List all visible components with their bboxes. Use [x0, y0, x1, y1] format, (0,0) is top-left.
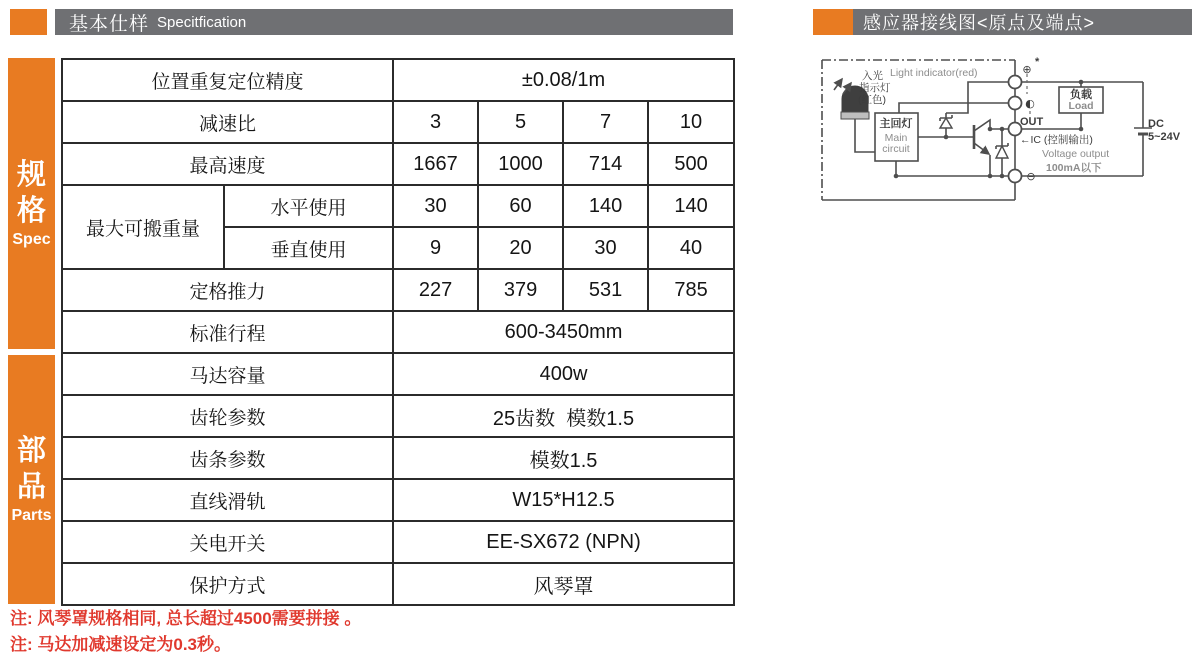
row-label: 位置重复定位精度 [62, 59, 393, 101]
load-label-en: Load [1068, 100, 1094, 112]
sidebar-spec-en: Spec [12, 230, 51, 248]
table-row [62, 59, 734, 101]
cell-value: 379 [478, 269, 563, 311]
sidebar-parts-cn: 部品 [16, 435, 46, 503]
row-label: 齿轮参数 [62, 395, 393, 437]
section-title-cn: 基本仕样 [69, 13, 150, 35]
row-label: 保护方式 [62, 563, 393, 605]
sidebar-spec-cn: 规格 [16, 159, 46, 227]
row-value: W15*H12.5 [393, 479, 734, 521]
row-label: 标准行程 [62, 311, 393, 353]
row-value: 400w [393, 353, 734, 395]
cell-value: 1000 [478, 143, 563, 185]
section-header-spec [55, 9, 733, 35]
cell-value: 40 [648, 227, 734, 269]
voltage-output-label: Voltage output [1042, 148, 1110, 160]
asterisk-mark: * [1035, 56, 1040, 68]
cell-value: 60 [478, 185, 563, 227]
row-label: 最高速度 [62, 143, 393, 185]
l-terminal-mark: ◐ [1025, 97, 1035, 110]
cell-value: 7 [563, 101, 648, 143]
minus-terminal-mark: ⊖ [1026, 170, 1036, 183]
led-label-cn2: 指示灯 [859, 82, 891, 94]
cell-value: 20 [478, 227, 563, 269]
row-sublabel: 垂直使用 [224, 227, 393, 269]
sidebar-parts [8, 355, 55, 604]
cell-value: 531 [563, 269, 648, 311]
row-value: 25齿数 模数1.5 [393, 395, 734, 437]
sensor-wiring-diagram [812, 48, 1200, 210]
table-row [62, 269, 734, 311]
row-label: 齿条参数 [62, 437, 393, 479]
table-row [62, 101, 734, 143]
spec-table [61, 58, 735, 606]
dc-label-1: DC [1148, 118, 1164, 130]
plus-terminal-mark: ⊕ [1022, 63, 1032, 76]
cell-value: 10 [648, 101, 734, 143]
section-title-en: Specitfication [157, 13, 247, 31]
row-label: 直线滑轨 [62, 479, 393, 521]
footnote-1: 注: 风琴罩规格相同, 总长超过4500需要拼接 。 [10, 609, 362, 628]
table-row [62, 521, 734, 563]
dc-label-2: 5~24V [1148, 131, 1181, 143]
current-limit-label: 100mA以下 [1046, 162, 1102, 174]
load-box [1059, 87, 1103, 113]
led-label-cn1: 入光 [862, 70, 883, 82]
cell-value: 140 [563, 185, 648, 227]
table-row [62, 437, 734, 479]
light-indicator-label: Light indicator(red) [890, 67, 978, 79]
cell-value: 785 [648, 269, 734, 311]
cell-value: 500 [648, 143, 734, 185]
table-row [62, 143, 734, 185]
row-value: 风琴罩 [393, 563, 734, 605]
cell-value: 9 [393, 227, 478, 269]
row-label: 关电开关 [62, 521, 393, 563]
table-row [62, 395, 734, 437]
cell-value: 3 [393, 101, 478, 143]
row-value: EE-SX672 (NPN) [393, 521, 734, 563]
row-value: 600-3450mm [393, 311, 734, 353]
row-label: 马达容量 [62, 353, 393, 395]
orange-accent-square-right [813, 9, 853, 35]
row-value: 模数1.5 [393, 437, 734, 479]
orange-accent-square-left [10, 9, 47, 35]
sidebar-parts-en: Parts [11, 506, 52, 524]
main-circuit-label-en1: Main [884, 132, 908, 144]
row-label-payload: 最大可搬重量 [62, 185, 224, 269]
table-row [62, 479, 734, 521]
cell-value: 714 [563, 143, 648, 185]
cell-value: 5 [478, 101, 563, 143]
cell-value: 30 [563, 227, 648, 269]
wiring-title: 感应器接线图<原点及端点> [863, 13, 1096, 33]
cell-value: 227 [393, 269, 478, 311]
led-label-cn3: (红色) [858, 94, 886, 106]
table-row [62, 311, 734, 353]
footnote-2: 注: 马达加减速设定为0.3秒。 [10, 635, 232, 654]
table-row [62, 563, 734, 605]
row-value: ±0.08/1m [393, 59, 734, 101]
footnotes [10, 606, 361, 658]
row-label: 减速比 [62, 101, 393, 143]
table-row [62, 353, 734, 395]
main-circuit-box [875, 113, 918, 161]
section-header-wiring [853, 9, 1192, 35]
table-row [62, 185, 734, 227]
row-sublabel: 水平使用 [224, 185, 393, 227]
ic-output-label: ←IC (控制输出) [1020, 134, 1093, 146]
load-label-cn: 负载 [1070, 89, 1092, 101]
cell-value: 1667 [393, 143, 478, 185]
main-circuit-label-cn: 主回灯 [879, 118, 913, 130]
sidebar-spec [8, 58, 55, 349]
cell-value: 140 [648, 185, 734, 227]
row-label: 定格推力 [62, 269, 393, 311]
out-label: OUT [1020, 116, 1044, 128]
cell-value: 30 [393, 185, 478, 227]
main-circuit-label-en2: circuit [882, 143, 910, 155]
